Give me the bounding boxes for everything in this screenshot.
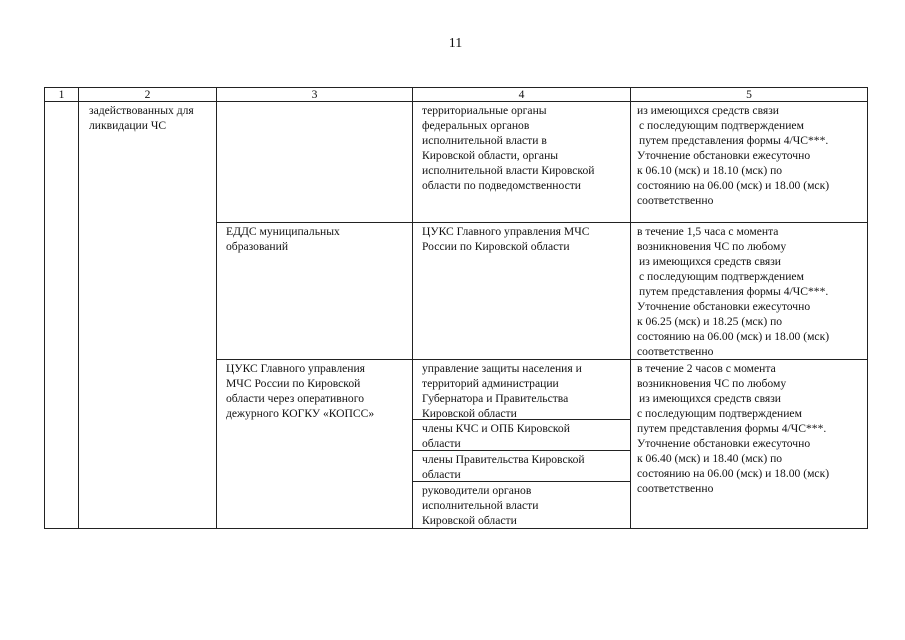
cell-line: возникновения ЧС по любому bbox=[637, 240, 787, 253]
cell-line: исполнительной власти Кировской bbox=[422, 164, 595, 177]
cell-line: состоянию на 06.00 (мск) и 18.00 (мск) bbox=[637, 330, 830, 343]
cell-line: области bbox=[422, 437, 461, 450]
cell-line: федеральных органов bbox=[422, 119, 530, 132]
cell-line: исполнительной власти bbox=[422, 499, 539, 512]
cell-line: Уточнение обстановки ежесуточно bbox=[637, 437, 811, 450]
column-1-cell bbox=[45, 102, 79, 529]
cell-line: с последующим подтверждением bbox=[639, 270, 804, 283]
cell-line: путем представления формы 4/ЧС***. bbox=[637, 422, 827, 435]
recipient-item bbox=[413, 360, 630, 420]
table-row bbox=[45, 102, 868, 223]
column-5-cell bbox=[631, 102, 868, 223]
column-4-cell bbox=[413, 102, 631, 223]
cell-line: соответственно bbox=[637, 482, 714, 495]
cell-line: к 06.10 (мск) и 18.10 (мск) по bbox=[637, 164, 783, 177]
cell-line: Уточнение обстановки ежесуточно bbox=[637, 149, 811, 162]
column-4-cell bbox=[413, 223, 631, 360]
cell-line: из имеющихся средств связи bbox=[637, 104, 780, 117]
recipient-item bbox=[413, 420, 630, 451]
cell-line: путем представления формы 4/ЧС***. bbox=[639, 134, 829, 147]
cell-line: соответственно bbox=[637, 345, 714, 358]
recipient-item bbox=[413, 482, 630, 528]
column-5-cell bbox=[631, 223, 868, 360]
cell-line: ЕДДС муниципальных bbox=[226, 225, 340, 238]
cell-line: области по подведомственности bbox=[422, 179, 582, 192]
cell-line: в течение 2 часов с момента bbox=[637, 362, 776, 375]
column-header-3: 3 bbox=[217, 88, 413, 102]
cell-line: области через оперативного bbox=[226, 392, 364, 405]
cell-line: из имеющихся средств связи bbox=[639, 392, 782, 405]
cell-line: с последующим подтверждением bbox=[637, 407, 802, 420]
cell-line: руководители органов bbox=[422, 484, 532, 497]
cell-line: соответственно bbox=[637, 194, 714, 207]
cell-line: России по Кировской области bbox=[422, 240, 570, 253]
cell-line: управление защиты населения и bbox=[422, 362, 582, 375]
column-header-4: 4 bbox=[413, 88, 631, 102]
cell-line: образований bbox=[226, 240, 289, 253]
cell-line: исполнительной власти в bbox=[422, 134, 547, 147]
column-header-5: 5 bbox=[631, 88, 868, 102]
cell-line: ликвидации ЧС bbox=[89, 119, 167, 132]
table-header-row bbox=[45, 88, 868, 102]
cell-line: Кировской области, органы bbox=[422, 149, 559, 162]
cell-line: МЧС России по Кировской bbox=[226, 377, 361, 390]
column-3-cell bbox=[217, 102, 413, 223]
cell-line: возникновения ЧС по любому bbox=[637, 377, 787, 390]
cell-line: к 06.25 (мск) и 18.25 (мск) по bbox=[637, 315, 783, 328]
cell-line: дежурного КОГКУ «КОПСС» bbox=[226, 407, 375, 420]
cell-line: ЦУКС Главного управления bbox=[226, 362, 365, 375]
reporting-table bbox=[44, 87, 868, 529]
cell-line: члены КЧС и ОПБ Кировской bbox=[422, 422, 570, 435]
cell-line: с последующим подтверждением bbox=[639, 119, 804, 132]
cell-line: задействованных для bbox=[89, 104, 194, 117]
cell-line: к 06.40 (мск) и 18.40 (мск) по bbox=[637, 452, 783, 465]
cell-line: территорий администрации bbox=[422, 377, 559, 390]
recipient-item bbox=[413, 451, 630, 482]
cell-line: состоянию на 06.00 (мск) и 18.00 (мск) bbox=[637, 179, 830, 192]
cell-line: Кировской области bbox=[422, 407, 517, 420]
cell-line: в течение 1,5 часа с момента bbox=[637, 225, 779, 238]
cell-line: из имеющихся средств связи bbox=[639, 255, 782, 268]
cell-line: ЦУКС Главного управления МЧС bbox=[422, 225, 590, 238]
column-4-cell bbox=[413, 360, 631, 529]
page-number: 11 bbox=[448, 36, 463, 51]
cell-line: Губернатора и Правительства bbox=[422, 392, 569, 405]
cell-line: состоянию на 06.00 (мск) и 18.00 (мск) bbox=[637, 467, 830, 480]
cell-line: Кировской области bbox=[422, 514, 517, 527]
column-5-cell bbox=[631, 360, 868, 529]
column-2-cell bbox=[79, 102, 217, 529]
cell-line: Уточнение обстановки ежесуточно bbox=[637, 300, 811, 313]
column-header-2: 2 bbox=[79, 88, 217, 102]
cell-line: члены Правительства Кировской bbox=[422, 453, 585, 466]
column-3-cell bbox=[217, 223, 413, 360]
column-3-cell bbox=[217, 360, 413, 529]
cell-line: путем представления формы 4/ЧС***. bbox=[639, 285, 829, 298]
cell-line: области bbox=[422, 468, 461, 481]
column-header-1: 1 bbox=[45, 88, 79, 102]
cell-line: территориальные органы bbox=[422, 104, 547, 117]
